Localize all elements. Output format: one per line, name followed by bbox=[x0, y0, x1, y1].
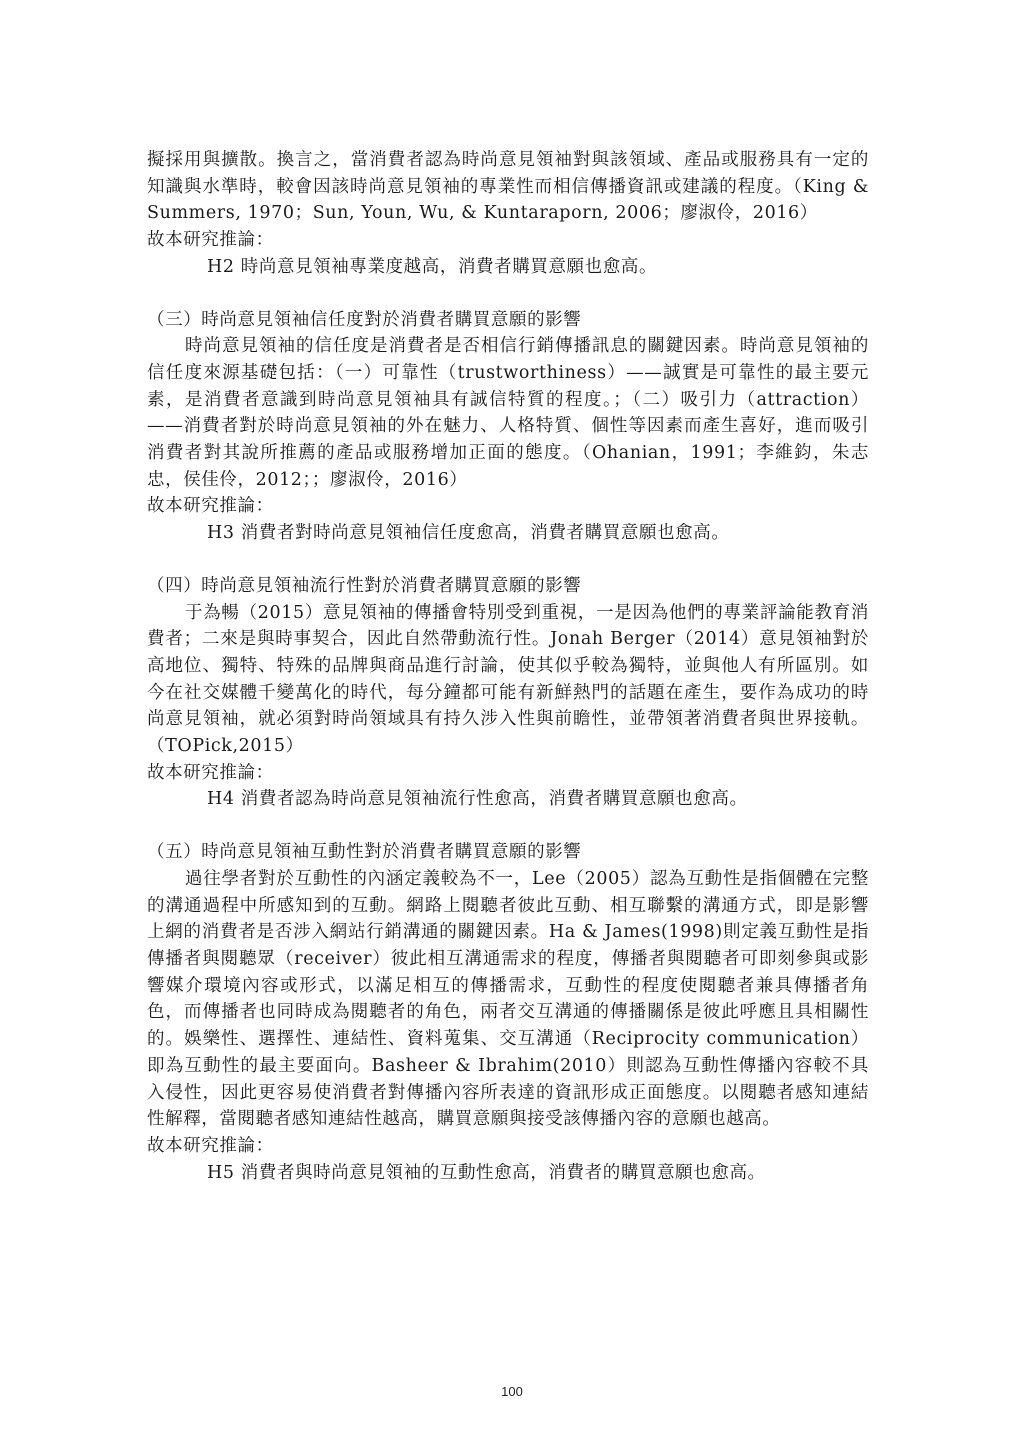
paragraph-popularity: 于為暢（2015）意見領袖的傳播會特別受到重視，一是因為他們的專業評論能教育消費者；二來是與時事契合，因此自然帶動流行性。Jonah Berger（2014）意見領袖對於高地位、獨特、特殊的品牌與商品進行討論，使其似乎較為獨特，並與他人有所區別。如今在社交媒體千變萬化的時代，每分鐘都可能有新鮮熱門的話題在產生，要作為成功的時尚意見領袖，就必須對時尚領域具有持久涉入性與前瞻性，並帶領著消費者與世界接軌。（TOPick,2015） bbox=[147, 602, 869, 757]
inference-label: 故本研究推論： bbox=[147, 1135, 274, 1156]
inference-label: 故本研究推論： bbox=[147, 496, 274, 517]
page-number: 100 bbox=[501, 1384, 523, 1399]
paragraph-trust: 時尚意見領袖的信任度是消費者是否相信行銷傳播訊息的關鍵因素。時尚意見領袖的信任度來源基礎包括：（一）可靠性（trustworthiness）——誠實是可靠性的最主要元素，是消費者意識到時尚意見領袖具有誠信特質的程度。；（二）吸引力（attraction）——消費者對於時尚意見領袖的外在魅力、人格特質、個性等因素而產生喜好，進而吸引消費者對其說所推薦的產品或服務增加正面的態度。（Ohanian，1991；李維鈞，朱志忠，侯佳伶，2012；；廖淑伶，2016） bbox=[147, 336, 869, 490]
hypothesis-h2: H2 時尚意見領袖專業度越高，消費者購買意願也愈高。 bbox=[207, 256, 658, 277]
inference-label: 故本研究推論： bbox=[147, 230, 274, 251]
section-heading-interactivity: （五）時尚意見領袖互動性對於消費者購買意願的影響 bbox=[147, 842, 582, 863]
inference-label: 故本研究推論： bbox=[147, 762, 274, 783]
body-text bbox=[147, 147, 869, 1186]
section-gap bbox=[147, 547, 869, 573]
section-gap bbox=[147, 813, 869, 839]
hypothesis-h4: H4 消費者認為時尚意見領袖流行性愈高，消費者購買意願也愈高。 bbox=[207, 789, 748, 810]
hypothesis-h5: H5 消費者與時尚意見領袖的互動性愈高，消費者的購買意願也愈高。 bbox=[207, 1162, 766, 1183]
paragraph-interactivity: 過往學者對於互動性的內涵定義較為不一，Lee（2005）認為互動性是指個體在完整的溝通過程中所感知到的互動。網路上閱聽者彼此互動、相互聯繫的溝通方式，即是影響上網的消費者是否涉入網站行銷溝通的關鍵因素。Ha & James(1998)則定義互動性是指傳播者與閱聽眾（receiver）彼此相互溝通需求的程度，傳播者與閱聽者可即刻參與或影響媒介環境內容或形式，以滿足相互的傳播需求，互動性的程度使閱聽者兼具傳播者角色，而傳播者也同時成為閱聽者的角色，兩者交互溝通的傳播關係是彼此呼應且具相關性的。娛樂性、選擇性、連結性、資料蒐集、交互溝通（Reciprocity communication）即為互動性的最主要面向。Basheer & Ibrahim(2010）則認為互動性傳播內容較不具入侵性，因此更容易使消費者對傳播內容所表達的資訊形成正面態度。以閱聽者感知連結性解釋，當閱聽者感知連結性越高，購買意願與接受該傳播內容的意願也越高。 bbox=[147, 868, 869, 1130]
section-heading-trust: （三）時尚意見領袖信任度對於消費者購買意願的影響 bbox=[147, 309, 582, 330]
section-heading-popularity: （四）時尚意見領袖流行性對於消費者購買意願的影響 bbox=[147, 575, 582, 596]
paragraph-expertise-conclusion: 擬採用與擴散。換言之，當消費者認為時尚意見領袖對與該領域、產品或服務具有一定的知識與水準時，較會因該時尚意見領袖的專業性而相信傳播資訊或建議的程度。（King & Summers, 1970；Sun, Youn, Wu, & Kuntaraporn, 2006；廖淑伶，2016） bbox=[147, 150, 869, 224]
hypothesis-h3: H3 消費者對時尚意見領袖信任度愈高，消費者購買意願也愈高。 bbox=[207, 523, 730, 544]
section-gap bbox=[147, 281, 869, 307]
